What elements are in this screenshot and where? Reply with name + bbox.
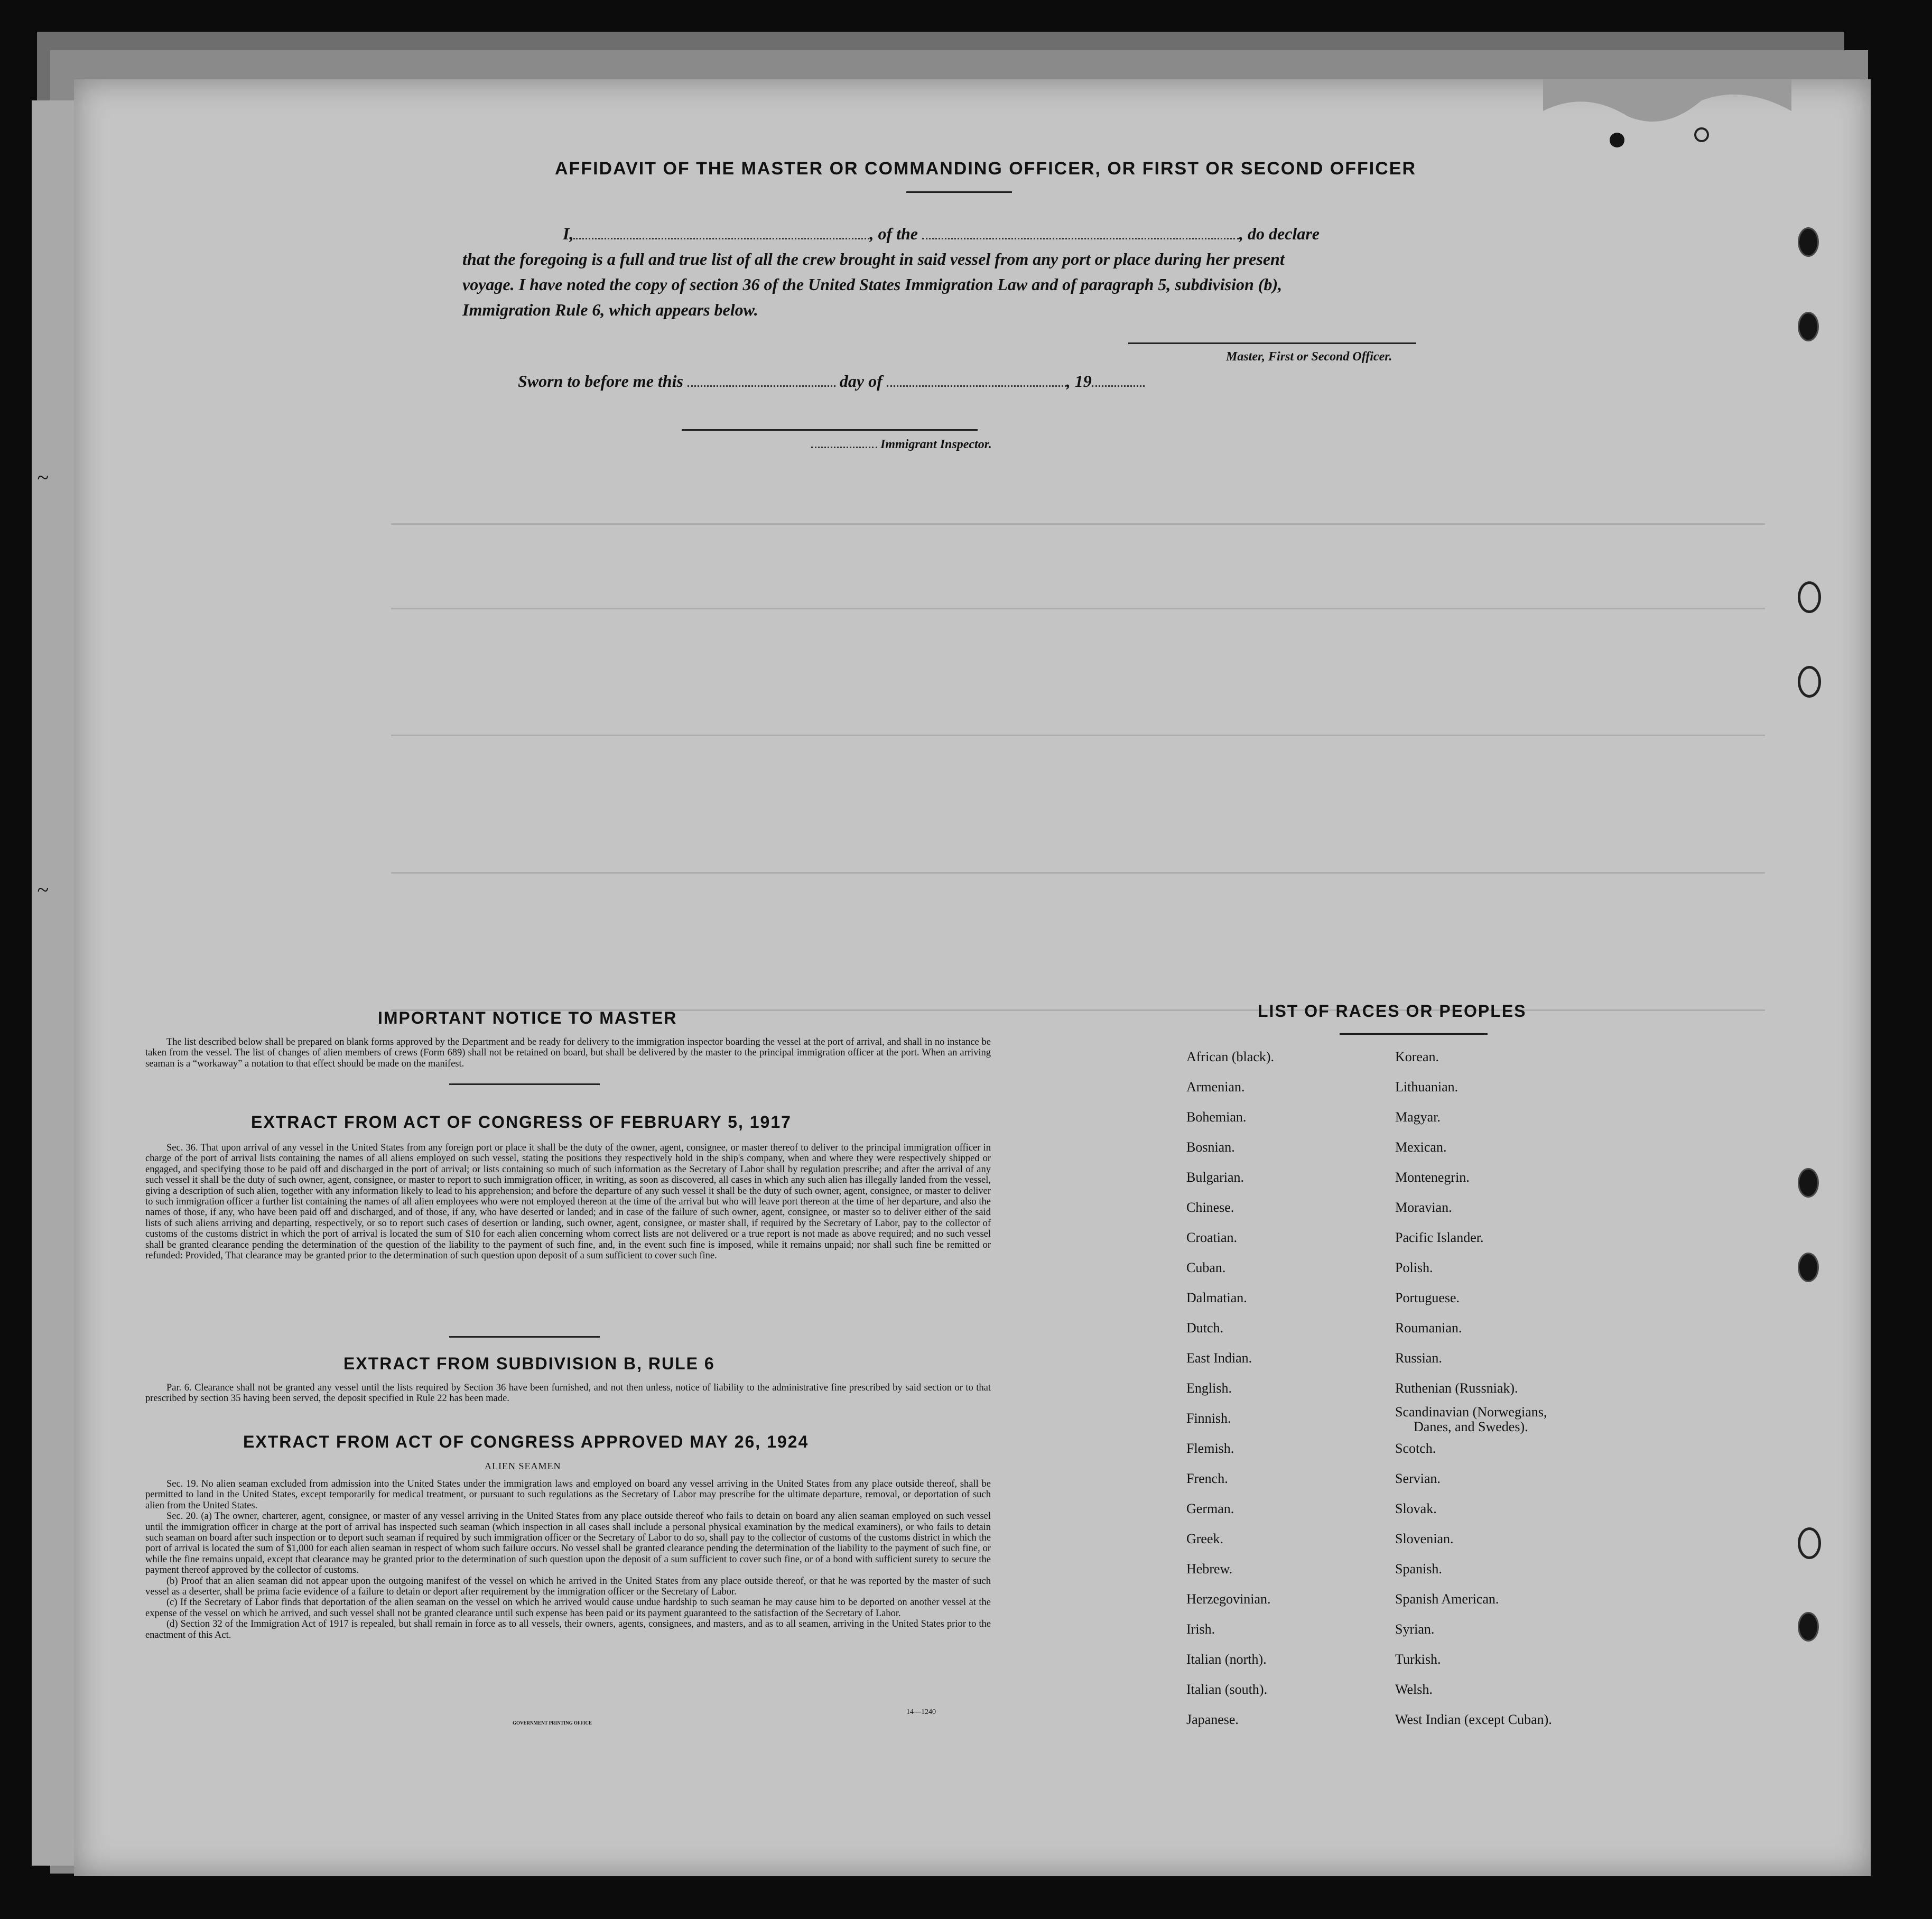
race-item: Scotch. [1395, 1441, 1436, 1456]
race-item: Korean. [1395, 1049, 1439, 1064]
sworn-year-blank[interactable] [1092, 380, 1145, 387]
extract-1917-body [145, 1143, 991, 1261]
race-item: Flemish. [1186, 1441, 1234, 1456]
torn-edge-shape [1543, 79, 1791, 122]
race-item: Portuguese. [1395, 1290, 1460, 1305]
extract-1917-rule [449, 1336, 600, 1338]
race-item: Japanese. [1186, 1712, 1239, 1727]
affidavit-i: I, [563, 224, 574, 243]
race-item: Spanish. [1395, 1561, 1442, 1577]
sworn-year: , 19 [1066, 372, 1092, 391]
race-item: Spanish American. [1395, 1591, 1499, 1607]
sec-20c-paragraph: (c) If the Secretary of Labor finds that deportation of the alien seaman on the vessel on which he arrived would cause undue hardship to such seaman he may cause him to be deported on another vessel at the expense of the vessel on which he arrived, and such vessel shall not be granted clearance until such expense has been paid or its payment guaranteed to the satisfaction of the Secretary of Labor. [145, 1597, 991, 1619]
notice-body [145, 1037, 991, 1069]
punch-hole [1798, 227, 1819, 257]
sworn-day: day of [839, 372, 883, 391]
race-item: Lithuanian. [1395, 1079, 1459, 1095]
alien-seamen-subtitle: ALIEN SEAMEN [485, 1461, 561, 1471]
hole-mark [1695, 128, 1708, 141]
race-item: Bosnian. [1186, 1139, 1235, 1155]
race-item: Greek. [1186, 1531, 1224, 1546]
race-item: Armenian. [1186, 1079, 1245, 1095]
race-item: Italian (north). [1186, 1652, 1267, 1667]
race-item: Syrian. [1395, 1621, 1435, 1637]
race-item: Polish. [1395, 1260, 1433, 1275]
races-title: LIST OF RACES OR PEOPLES [1258, 1002, 1527, 1021]
race-item: Italian (south). [1186, 1682, 1268, 1697]
punch-hole [1798, 1527, 1821, 1559]
race-item: Slovak. [1395, 1501, 1437, 1516]
inspector-dots [811, 443, 877, 448]
handwritten-mark: ~ [37, 878, 49, 902]
affidavit-of-the: , of the [869, 224, 918, 243]
left-edge-sheet [32, 100, 79, 1866]
race-item: Slovenian. [1395, 1531, 1454, 1546]
race-item: Bulgarian. [1186, 1170, 1244, 1185]
race-item: East Indian. [1186, 1350, 1252, 1366]
race-item: Scandinavian (Norwegians, [1395, 1404, 1547, 1420]
vessel-blank[interactable] [922, 233, 1239, 239]
printer-imprint: GOVERNMENT PRINTING OFFICE [513, 1720, 592, 1726]
extract-rule6-text: Par. 6. Clearance shall not be granted any vessel until the lists required by Section 36 have been furnished, and not then unless, notice of liability to the administrative fine prescribed by said section or to that prescribed by section 35 having been served, the deposit specified in Rule 22 has been made. [145, 1383, 991, 1404]
race-item: Croatian. [1186, 1230, 1238, 1245]
extract-rule6-body [145, 1383, 991, 1404]
punch-hole [1798, 1612, 1819, 1642]
sec-20a-paragraph: Sec. 20. (a) The owner, charterer, agent, consignee, or master of any vessel arriving in the United States from any place outside thereof who fails to detain on board any alien seaman employed on such vessel until the immigration officer in charge at the port of arrival has inspected such seaman (which inspection in all cases shall include a personal physical examination by the medical examiners), or who fails to detain such seaman on board after such inspection or to deport such seaman if required by such immigration officer or the Secretary of Labor to do so, shall pay to the collector of customs of the customs district in which the port of arrival is located the sum of $1,000 for each alien seaman in respect of whom such failure occurs. No vessel shall be granted clearance pending the determination of the liability to the payment of such fine, or while the fine remains unpaid, except that clearance may be granted prior to the determination of such question upon the deposit of a sum sufficient to cover such fine, or of a bond with sufficient surety to secure the payment thereof approved by the collector of customs. [145, 1511, 991, 1576]
master-label: Master, First or Second Officer. [1226, 350, 1392, 364]
race-item: French. [1186, 1471, 1228, 1486]
punch-hole [1798, 1253, 1819, 1282]
race-item: Magyar. [1395, 1109, 1441, 1125]
affidavit-title: AFFIDAVIT OF THE MASTER OR COMMANDING OFFICER, OR FIRST OR SECOND OFFICER [555, 159, 1416, 179]
race-item: Herzegovinian. [1186, 1591, 1271, 1607]
race-item: English. [1186, 1380, 1232, 1396]
extract-1917-text: Sec. 36. That upon arrival of any vessel in the United States from any foreign port or place it shall be the duty of the owner, agent, consignee, or master thereof to deliver to the principal immigration officer in charge of the port of arrival lists containing the names of all aliens employed on such vessel, stating the positions they respectively hold in the ship's company, when and where they were respectively shipped or engaged, and specifying those to be paid off and discharged in the port of arrival; or lists containing so much of such information as the Secretary of Labor shall by regulation prescribe; and after the arrival of any such vessel it shall be the duty of such owner, agent, consignee, or master to report to such immigration officer, in writing, as soon as discovered, all cases in which any such alien has illegally landed from the vessel, giving a description of such alien, together with any information likely to lead to his apprehension; and before the departure of any such vessel it shall be the duty of such owner, agent, consignee, or master to deliver to such immigration officer a further list containing the names of all alien employees who were not employed thereon at the time of the arrival but who will leave port thereon at the time of her departure, and also the names of those, if any, who have been paid off and discharged, and of those, if any, who have deserted or landed; and in case of the failure of such owner, agent, consignee, or master so to deliver either of the said lists of such aliens arriving and departing, respectively, or so to report such cases of desertion or landing, such owner, agent, consignee, or master shall, if required by the Secretary of Labor, pay to the collector of customs of the customs district in which the port of arrival is located the sum of $10 for each alien concerning whom correct lists are not delivered or a true report is not made as above required; and no such vessel shall be granted clearance pending the determination of the question of the liability to the payment of such fine, and, in the event such fine is imposed, while it remains unpaid; nor shall such fine be remitted or refunded: Provided, That clearance may be granted prior to the determination of such question upon deposit of a sum sufficient to cover such fine. [145, 1143, 991, 1262]
sworn-day-blank[interactable] [688, 380, 835, 387]
extract-1917-title: EXTRACT FROM ACT OF CONGRESS OF FEBRUARY 5, 1917 [251, 1113, 792, 1132]
manifest-page [74, 79, 1871, 1876]
race-item: Dutch. [1186, 1320, 1224, 1336]
race-item: Cuban. [1186, 1260, 1226, 1275]
extract-1924-title: EXTRACT FROM ACT OF CONGRESS APPROVED MAY 26, 1924 [243, 1432, 809, 1451]
bleed-through [391, 608, 1765, 609]
extract-1924-body [145, 1479, 991, 1640]
race-item: Welsh. [1395, 1682, 1433, 1697]
name-blank[interactable] [573, 233, 869, 239]
torn-corner-mark [1543, 79, 1839, 159]
race-item: Hebrew. [1186, 1561, 1233, 1577]
race-item: Ruthenian (Russniak). [1395, 1380, 1518, 1396]
race-item: Pacific Islander. [1395, 1230, 1484, 1245]
extract-rule6-title: EXTRACT FROM SUBDIVISION B, RULE 6 [343, 1354, 715, 1373]
sworn-line [518, 368, 1145, 394]
race-item: Bohemian. [1186, 1109, 1247, 1125]
race-item: Roumanian. [1395, 1320, 1462, 1336]
affidavit-line-1 [462, 221, 1320, 246]
punch-hole [1798, 581, 1821, 613]
inspector-signature-line[interactable] [682, 429, 978, 431]
handwritten-mark: ~ [37, 466, 49, 489]
punch-hole [1798, 1168, 1819, 1198]
race-item: West Indian (except Cuban). [1395, 1712, 1552, 1727]
hole-mark [1610, 133, 1624, 147]
race-item: Finnish. [1186, 1411, 1231, 1426]
affidavit-title-rule [906, 191, 1012, 193]
notice-text: The list described below shall be prepared on blank forms approved by the Department and be ready for delivery to the immigration inspector boarding the vessel at the port of arrival, and shall in no instance be taken from the vessel. The list of changes of alien members of crews (Form 689) shall not be retained on board, but shall be delivered by the master to the principal immigration officer at the port. When an arriving seaman is a “workaway” a notation to that effect should be made on the manifest. [145, 1037, 991, 1069]
race-item: African (black). [1186, 1049, 1275, 1064]
master-signature-line[interactable] [1128, 342, 1416, 344]
affidavit-line-2: that the foregoing is a full and true list of all the crew brought in said vessel from any port or place during her present [462, 249, 1285, 268]
form-number: 14—1240 [906, 1708, 936, 1716]
bleed-through [391, 872, 1765, 874]
race-item: Chinese. [1186, 1200, 1234, 1215]
affidavit-declare: , do declare [1239, 224, 1320, 243]
sworn-prefix: Sworn to before me this [518, 372, 683, 391]
race-item: Turkish. [1395, 1652, 1441, 1667]
sec-19-paragraph: Sec. 19. No alien seaman excluded from admission into the United States under the immigration laws and employed on board any vessel arriving in the United States from any place outside thereof, shall be permitted to land in the United States, except temporarily for medical treatment, or pursuant to such regulations as the Secretary of Labor may prescribe for the ultimate departure, removal, or deportation of such alien from the United States. [145, 1479, 991, 1511]
inspector-label-text: Immigrant Inspector. [880, 438, 992, 451]
race-item: Servian. [1395, 1471, 1441, 1486]
race-item: Russian. [1395, 1350, 1442, 1366]
affidavit-line-4: Immigration Rule 6, which appears below. [462, 300, 758, 319]
punch-hole [1798, 312, 1819, 341]
race-item: Irish. [1186, 1621, 1215, 1637]
bleed-through [391, 735, 1765, 736]
bleed-through [391, 523, 1765, 525]
race-item: Mexican. [1395, 1139, 1447, 1155]
sworn-month-blank[interactable] [887, 380, 1066, 387]
race-item: Dalmatian. [1186, 1290, 1247, 1305]
races-title-rule [1340, 1033, 1488, 1035]
punch-hole [1798, 666, 1821, 698]
race-item: Montenegrin. [1395, 1170, 1470, 1185]
inspector-label [811, 438, 992, 452]
notice-rule [449, 1083, 600, 1085]
notice-title: IMPORTANT NOTICE TO MASTER [378, 1008, 677, 1027]
race-item: Moravian. [1395, 1200, 1452, 1215]
sec-20d-paragraph: (d) Section 32 of the Immigration Act of 1917 is repealed, but shall remain in force as to all vessels, their owners, agents, consignees, and masters, and as to all seamen, arriving in the United States prior to the enactment of this Act. [145, 1619, 991, 1640]
race-item: German. [1186, 1501, 1234, 1516]
affidavit-line-3: voyage. I have noted the copy of section 36 of the United States Immigration Law and of paragraph 5, subdivision (b), [462, 275, 1283, 294]
sec-20b-paragraph: (b) Proof that an alien seaman did not appear upon the outgoing manifest of the vessel on which he arrived in the United States from any place outside thereof, or that he was reported by the master of such vessel as a deserter, shall be prima facie evidence of a failure to detain or deport after requirement by the immigration officer or the Secretary of Labor. [145, 1575, 991, 1598]
race-item: Danes, and Swedes). [1414, 1419, 1528, 1434]
